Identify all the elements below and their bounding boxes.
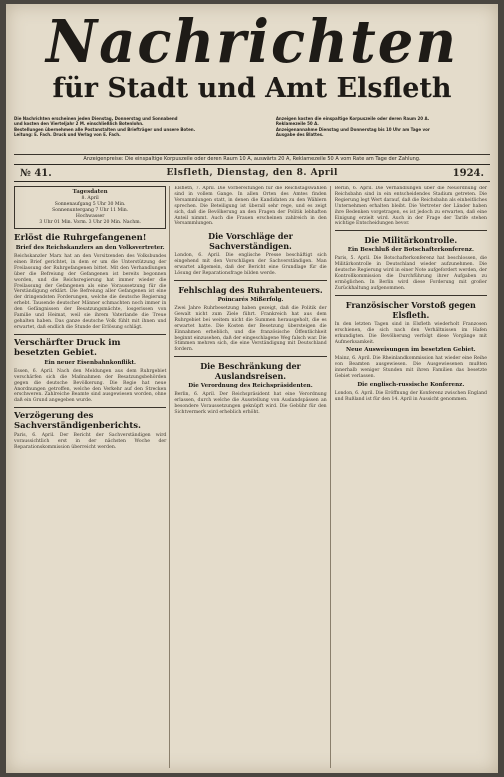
info-left-line: Die Nachrichten erscheinen jeden Dienstag, Donnerstag und Sonnabend: [14, 116, 178, 121]
masthead-subtitle: für Stadt und Amt Elsfleth: [52, 73, 452, 104]
info-left-line: Bestellungen übernehmen alle Postanstalten und Briefträger und unsere Boten.: [14, 126, 196, 132]
divider: [335, 295, 487, 296]
info-right-line: Reklamezeile 50 A.: [275, 121, 319, 127]
dateline: [14, 164, 490, 182]
article-subhead: Ein Beschluß der Botschafterkonferenz.: [347, 247, 474, 254]
info-left-line: und kosten den Vierteljahr 2 M. einschließlich Botenlohn.: [14, 121, 144, 127]
article-body: Reichskanzler Marx hat an den Vorsitzenden des Volksbundes einen Brief gerichtet, in dem er um die Unterstützung der Freilassung der Ruhrgefangenen bittet. Mit den Verhandlungen über die Befreiung der Gefangenen ist bereits begonnen worden, und die Reichsregierung hat immer wieder die Freilassung der Gefangenen als eine Voraussetzung für die Verständigung erklärt. Die Befreiung aller Gefangenen ist eine der dringendsten Forderungen, welche die deutsche Regierung erhebt. Tausende deutscher Männer schmachten noch immer in den Gefängnissen der Besatzungsmächte, losgerissen von Familie und Heimat, weil sie ihrem Vaterlande die Treue gehalten haben. Das ganze deutsche Volk fühlt mit ihnen und erwartet, daß endlich die Stunde der Erlösung schlägt.: [14, 254, 167, 330]
article-body: Berlin, 6. April. Die Verhandlungen über die Neuordnung der Reichsbahn sind in ein entscheidendes Stadium getreten. Die Regierung legt Wert darauf, daß die Reichsbahn als einheitliches Unternehmen erhalten bleibt. Die Vertreter der Länder haben ihre Bedenken vorgetragen, es ist jedoch zu erwarten, daß eine Einigung erzielt wird. Auch in der Frage der Tarife stehen wichtige Entscheidungen bevor.: [334, 186, 487, 227]
article-body: London, 6. April. Die Eröffnung der Konferenz zwischen England und Rußland ist für den 14. April in Aussicht genommen.: [334, 391, 487, 402]
column-1: [14, 186, 170, 768]
article-subhead: Die englisch-russische Konferenz.: [357, 382, 465, 389]
article-body: Elsfleth, 7. April. Die Vorbereitungen für die Reichstagswahlen sind in vollem Gange. In allen Orten des Amtes finden Versammlungen statt, in denen die Kandidaten zu den Wählern sprechen. Die Beteiligung ist überall sehr rege, und es zeigt sich, daß die Bevölkerung an den Fragen der Politik lebhaften Anteil nimmt. Auch die Frauen erscheinen zahlreich in den Versammlungen.: [174, 186, 327, 227]
info-row: [14, 116, 490, 154]
article-body: Berlin, 6. April. Der Reichspräsident hat eine Verordnung erlassen, durch welche die Ausstellung von Auslandspässen an besondere Voraussetzungen geknüpft wird. Die Gebühr für den Sichtvermerk wird erheblich erhöht.: [174, 392, 327, 415]
article-subhead: Brief des Reichskanzlers an den Volksvertreter.: [15, 245, 165, 251]
divider: [174, 280, 326, 281]
ad-price-line: Anzeigenpreise: Die einspaltige Korpuszeile oder deren Raum 10 A, auswärts 20 A, Reklamezeile 50 A vom Rate am Tage der Zahlung.: [14, 154, 490, 162]
article-subhead: Neue Ausweisungen im besetzten Gebiet.: [346, 347, 476, 354]
article-headline: Die Vorschläge der Sachverständigen.: [208, 231, 293, 252]
info-right: [276, 116, 490, 154]
article-subhead: Poincarés Mißerfolg.: [217, 296, 284, 303]
article-headline: Französischer Vorstoß gegen Elsfleth.: [345, 299, 476, 320]
tides-title: Tagesdaten: [72, 189, 108, 195]
article-body: Paris, 6. April. Der Bericht der Sachverständigen wird voraussichtlich erst in der nächsten Woche der Reparationskommission überreicht werden.: [14, 433, 167, 451]
divider: [14, 407, 166, 408]
article-headline: Verschärfter Druck im besetzten Gebiet.: [14, 337, 121, 358]
divider: [174, 356, 326, 357]
tides-line: Sonnenaufgang 5 Uhr 30 Min.: [54, 202, 126, 207]
divider: [335, 230, 487, 231]
newspaper-page: [6, 4, 498, 773]
divider: [14, 334, 166, 335]
tides-line: 3 Uhr 01 Min. Vorm. 3 Uhr 20 Min. Nachm.: [39, 220, 142, 225]
article-body: Zwei Jahre Ruhrbesetzung haben gezeigt, daß die Politik der Gewalt nicht zum Ziele führt. Frankreich hat aus dem Ruhrgebiet bei weitem nicht die Summen herausgeholt, die es erwartet hatte. Die Kosten der Besetzung übersteigen die Einnahmen erheblich, und die französische Öffentlichkeit beginnt einzusehen, daß der eingeschlagene Weg falsch war. Die Stimmen mehren sich, die eine Verständigung mit Deutschland fordern.: [174, 305, 327, 353]
article-subhead: Die Verordnung des Reichspräsidenten.: [188, 383, 313, 390]
article-body: In den letzten Tagen sind in Elsfleth wiederholt Franzosen erschienen, die sich nach den Verhältnissen im Hafen erkundigten. Die Bevölkerung verfolgt diese Vorgänge mit Aufmerksamkeit.: [334, 321, 487, 345]
tides-line: 8. April: [81, 196, 99, 201]
columns: [14, 186, 490, 768]
article-body: Essen, 6. April. Nach den Meldungen aus dem Ruhrgebiet verschärfen sich die Maßnahmen der Besatzungsbehörden gegen die deutsche Bevölkerung. Die Regie hat neue Anordnungen getroffen, welche den Verkehr auf den Strecken erschweren. Zahlreiche Beamte sind ausgewiesen worden, ohne daß ein Grund angegeben wurde.: [14, 368, 167, 404]
column-2: [174, 186, 330, 768]
issue-year: 1924.: [452, 167, 484, 179]
info-left-line: Leitung: E. Fach. Druck und Verlag von E. Fach.: [14, 132, 121, 138]
info-left: [14, 116, 228, 154]
masthead: [14, 7, 490, 114]
article-headline: Fehlschlag des Ruhrabenteuers.: [178, 284, 323, 295]
tides-line: Hochwasser: [75, 214, 105, 219]
article-headline: Die Beschränkung der Auslandsreisen.: [200, 361, 301, 382]
issue-date: Elsfleth, Dienstag, den 8. April: [166, 168, 338, 178]
masthead-title: Nachrichten: [45, 7, 459, 77]
article-body: Paris, 5. April. Die Botschafterkonferenz hat beschlossen, die Militärkontrolle in Deutschland wieder aufzunehmen. Die deutsche Regierung wird in einer Note aufgefordert werden, der Kontrollkommission die Durchführung ihrer Aufgaben zu ermöglichen. In Berlin wird diese Forderung mit großer Zurückhaltung aufgenommen.: [334, 256, 487, 291]
tides-box: [14, 186, 166, 229]
info-right-line: Anzeigenannahme Dienstag und Donnerstag bis 10 Uhr am Tage vor: [275, 126, 430, 132]
info-right-line: Anzeigen kosten die einspaltige Korpuszeile oder deren Raum 20 A.: [275, 116, 430, 121]
article-headline: Verzögerung des Sachverständigenberichts.: [14, 411, 142, 432]
article-headline: Die Militärkontrolle.: [364, 235, 458, 246]
article-headline: Erlöst die Ruhrgefangenen!: [14, 233, 147, 243]
article-body: London, 6. April. Die englische Presse beschäftigt sich eingehend mit den Vorschlägen der Sachverständigen. Man erwartet allgemein, daß der Bericht eine Grundlage für die Lösung der Reparationsfrage bilden werde.: [174, 253, 327, 277]
column-3: [335, 186, 490, 768]
article-body: Mainz, 6. April. Die Rheinlandkommission hat wieder eine Reihe von Beamten ausgewiesen. Die Ausgewiesenen mußten innerhalb weniger Stunden mit ihren Familien das besetzte Gebiet verlassen.: [334, 356, 487, 380]
tides-line: Sonnenuntergang 7 Uhr 11 Min.: [52, 208, 129, 213]
article-subhead: Ein neuer Eisenbahnkonflikt.: [44, 359, 136, 366]
info-right-line: Ausgabe des Blattes.: [275, 132, 324, 138]
issue-number: № 41.: [20, 167, 52, 179]
